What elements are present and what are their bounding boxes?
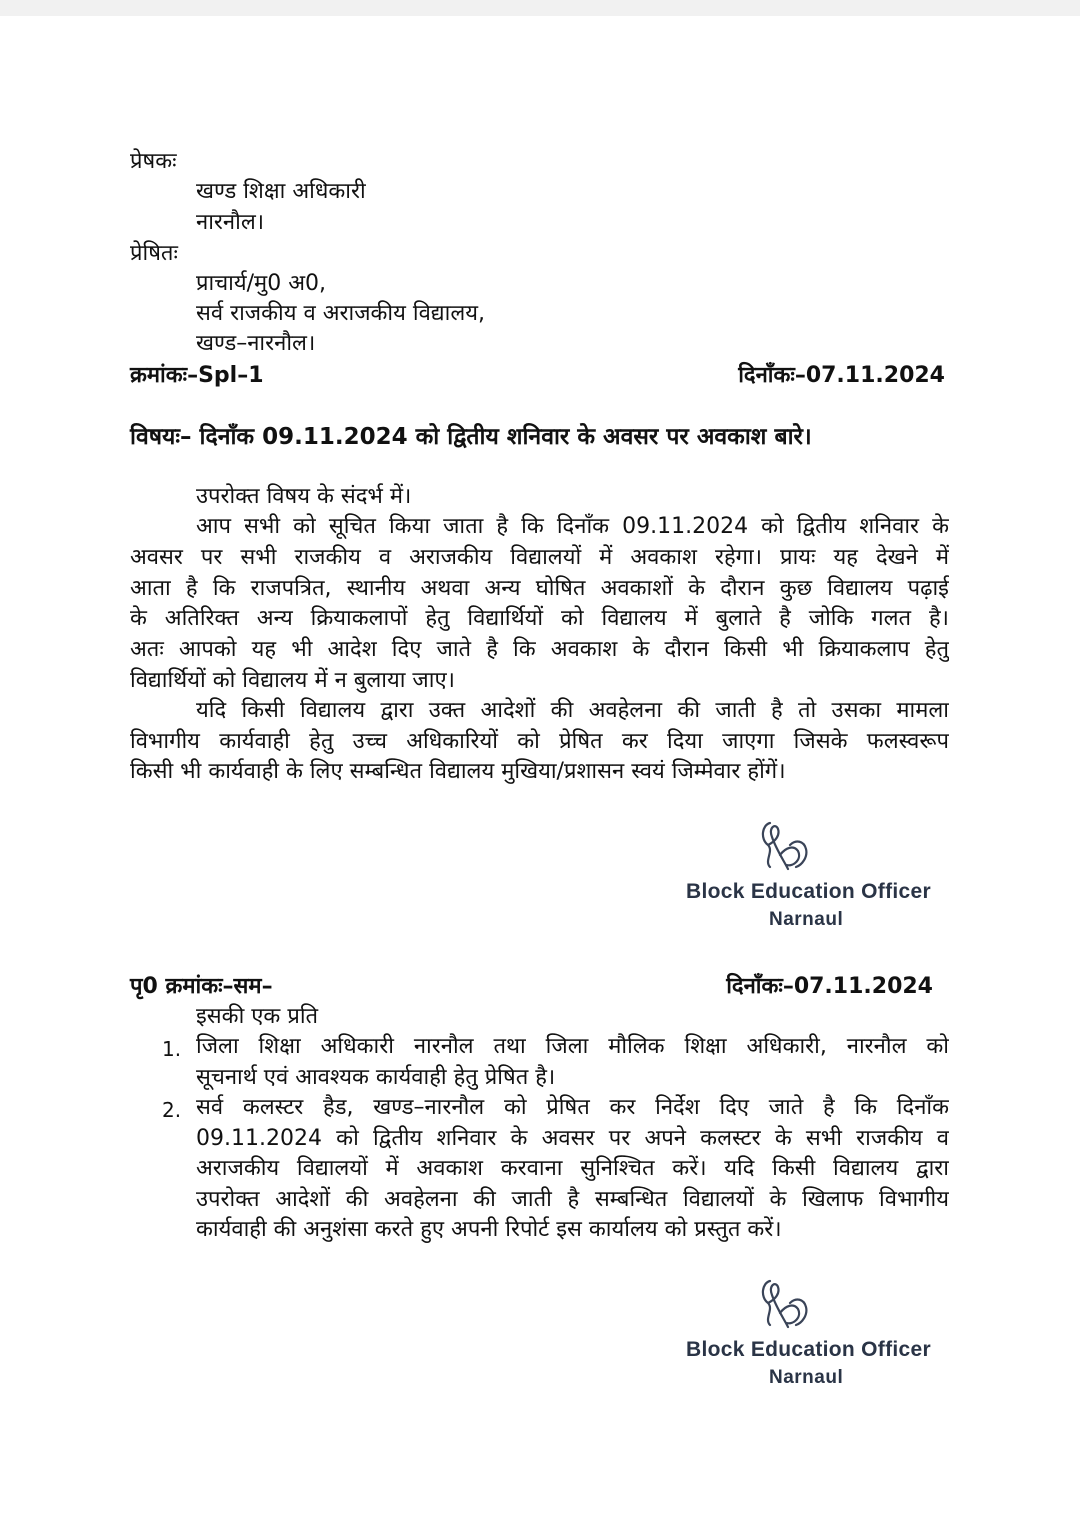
reference-number: क्रमांकः–Spl–1 [130, 363, 264, 388]
paragraph-line: आता है कि राजपत्रित, स्थानीय अथवा अन्य घोषित अवकाशों के दौरान कुछ विद्यालय पढ़ाई [130, 576, 949, 601]
paragraph-line: विद्यार्थियों को विद्यालय में न बुलाया जाए। [130, 668, 455, 693]
paragraph-line: अवसर पर सभी राजकीय व अराजकीय विद्यालयों में अवकाश रहेगा। प्रायः यह देखने में [130, 545, 949, 570]
item-line: जिला शिक्षा अधिकारी नारनौल तथा जिला मौलिक शिक्षा अधिकारी, नारनौल को [196, 1034, 949, 1059]
sender-place: नारनौल। [196, 210, 265, 235]
signature-place: Narnaul [769, 1367, 844, 1388]
endorsement-date: दिनाँकः–07.11.2024 [726, 974, 933, 999]
recipient-line-1: प्राचार्य/मु0 अ0, [196, 271, 327, 296]
endorsement-reference: पृ0 क्रमांकः–सम– [130, 974, 273, 999]
item-line: सर्व कलस्टर हैड, खण्ड–नारनौल को प्रेषित कर निर्देश दिए जाते है कि दिनाँक [196, 1095, 949, 1120]
item-line: उपरोक्त आदेशों की अवहेलना की जाती है सम्बन्धित विद्यालयों के खिलाफ विभागीय [196, 1187, 949, 1212]
signature-title: Block Education Officer [686, 880, 931, 903]
paragraph-line: विभागीय कार्यवाही हेतु उच्च अधिकारियों को प्रेषित कर दिया जाएगा जिसके फलस्वरूप [130, 729, 949, 754]
item-line: अराजकीय विद्यालयों में अवकाश करवाना सुनिश्चित करें। यदि किसी विद्यालय द्वारा [196, 1156, 949, 1181]
item-number: 2. [162, 1098, 182, 1122]
signature-title: Block Education Officer [686, 1338, 931, 1361]
endorsement-intro: इसकी एक प्रति [196, 1004, 319, 1029]
recipient-line-3: खण्ड–नारनौल। [196, 331, 316, 356]
paragraph-line: अतः आपको यह भी आदेश दिए जाते है कि अवकाश के दौरान किसी भी क्रियाकलाप हेतु [130, 637, 949, 662]
letter-date: दिनाँकः–07.11.2024 [738, 363, 945, 388]
paragraph-line: आप सभी को सूचित किया जाता है कि दिनाँक 09.11.2024 को द्वितीय शनिवार के [196, 514, 949, 539]
recipient-line-2: सर्व राजकीय व अराजकीय विद्यालय, [196, 301, 486, 326]
paragraph-line: के अतिरिक्त अन्य क्रियाकलापों हेतु विद्यार्थियों को विद्यालय में बुलाते है जोकि गलत है। [130, 606, 949, 631]
item-line: सूचनार्थ एवं आवश्यक कार्यवाही हेतु प्रेषित है। [196, 1065, 556, 1090]
sender-name: खण्ड शिक्षा अधिकारी [196, 179, 366, 204]
subject-line: विषयः– दिनाँक 09.11.2024 को द्वितीय शनिवार के अवसर पर अवकाश बारे। [130, 424, 812, 450]
recipient-label: प्रेषितः [130, 241, 178, 266]
signature-scribble [750, 815, 820, 885]
signature-scribble [750, 1273, 820, 1343]
item-number: 1. [162, 1037, 182, 1061]
sender-label: प्रेषकः [130, 149, 177, 174]
paragraph-line: यदि किसी विद्यालय द्वारा उक्त आदेशों की अवहेलना की जाती है तो उसका मामला [196, 698, 949, 723]
paragraph-line: किसी भी कार्यवाही के लिए सम्बन्धित विद्यालय मुखिया/प्रशासन स्वयं जिम्मेवार होंगें। [130, 759, 786, 784]
body-opening: उपरोक्त विषय के संदर्भ में। [196, 484, 412, 509]
item-line: 09.11.2024 को द्वितीय शनिवार के अवसर पर अपने कलस्टर के सभी राजकीय व [196, 1126, 949, 1151]
signature-place: Narnaul [769, 909, 844, 930]
item-line: कार्यवाही की अनुशंसा करते हुए अपनी रिपोर्ट इस कार्यालय को प्रस्तुत करें। [196, 1217, 782, 1242]
